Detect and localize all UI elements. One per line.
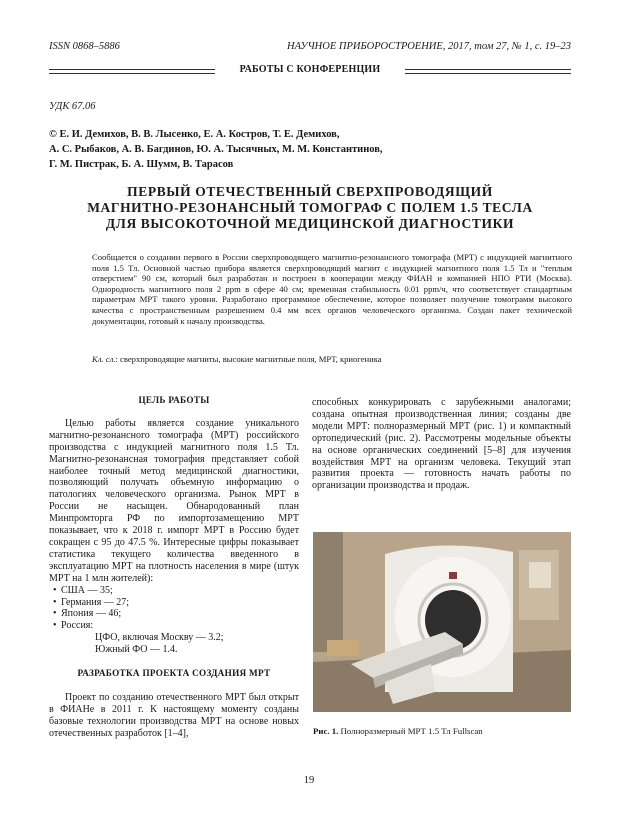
section-rule-right	[405, 69, 571, 74]
list-item: • Япония — 46;	[53, 608, 122, 620]
bullet: •	[53, 596, 57, 608]
list-subitem: Южный ФО — 1.4.	[95, 644, 178, 656]
article-title	[49, 184, 571, 232]
list-item: • США — 35;	[53, 584, 113, 596]
figure-caption	[313, 726, 571, 736]
stats-list	[49, 585, 299, 656]
issn: ISSN 0868–5886	[49, 41, 120, 52]
title-line: МАГНИТНО-РЕЗОНАНСНЫЙ ТОМОГРАФ С ПОЛЕМ 1.5 ТЕСЛА	[87, 200, 533, 215]
bullet: •	[53, 608, 57, 620]
section-title: РАБОТЫ С КОНФЕРЕНЦИИ	[239, 64, 381, 75]
right-paragraph: способных конкурировать с зарубежными аналогами; создана опытная производственная линия; созданы две модели МРТ: полноразмерный МРТ (рис. 1) и компактный ортопедический (рис. 2). Рассмотрены модельные объекты на основе органических соединений [5–8] для изучения воздействия МРТ на организм человека. Текущий этап развития проекта — готовность начать работы по организации производства и продаж.	[312, 397, 571, 492]
keywords-text: : сверхпроводящие магниты, высокие магнитные поля, МРТ, криогеника	[115, 354, 382, 364]
author-line: © Е. И. Демихов, В. В. Лысенко, Е. А. Костров, Т. Е. Демихов,	[49, 129, 340, 140]
bullet: •	[53, 584, 57, 596]
list-item: • Россия:	[53, 620, 94, 632]
abstract: Сообщается о создании первого в России сверхпроводящего магнитно-резонансного томографа (МРТ) с индукцией магнитного поля 1.5 Тл. Основной частью прибора является сверхпроводящий магнит с индукцией магнитного поля 1.5 Тл и "теплым отверстием" 90 см, который был разработан и построен в кооперации между ФИАН и компанией НПО РТИ (Москва). Однородность магнитного поля 2 ppm в сфере 40 см; временная стабильность 0.01 ppm/ч, что соответствует стандартным параметрам МРТ такого уровня. Разработано программное обеспечение, которое позволяет получение томограмм высокого качества с пространственным разрешением 0.4 мм всех органов человеческого организма. Создан пакет технической документации, готовый к началу производства.	[92, 252, 572, 326]
udk-code: УДК 67.06	[49, 101, 96, 112]
journal-header: НАУЧНОЕ ПРИБОРОСТРОЕНИЕ, 2017, том 27, № 1, c. 19–23	[287, 41, 571, 52]
page-number: 19	[303, 775, 315, 786]
cushion	[327, 640, 359, 656]
author-line: А. С. Рыбаков, А. В. Багдинов, Ю. А. Тысячных, М. М. Константинов,	[49, 144, 383, 155]
title-line: ПЕРВЫЙ ОТЕЧЕСТВЕННЫЙ СВЕРХПРОВОДЯЩИЙ	[127, 184, 493, 199]
author-line: Г. М. Пистрак, Б. А. Шумм, В. Тарасов	[49, 159, 234, 170]
title-line: ДЛЯ ВЫСОКОТОЧНОЙ МЕДИЦИНСКОЙ ДИАГНОСТИКИ	[105, 216, 515, 231]
development-heading: РАЗРАБОТКА ПРОЕКТА СОЗДАНИЯ МРТ	[77, 668, 271, 679]
author-list	[49, 127, 571, 172]
caption-label: Рис. 1.	[313, 726, 339, 736]
keywords	[92, 354, 572, 364]
bullet: •	[53, 620, 57, 632]
goal-paragraph: Целью работы является создание уникального магнитно-резонансного томографа (МРТ) российского производства с индукцией магнитного поля 1.5 Тл. Магнитно-резонансная томография представляет собой наиболее точный метод медицинской диагностики, позволяющий получать объемную информацию о патологиях человеческого организма. Рынок МРТ в России не насыщен. Обнародованный план Минпромторга РФ по импортозамещению МРТ показывает, что к 2018 г. импорт МРТ в Россию будет сокращен с 95 до 47.5 %. Интересные цифры показывает статистика текущего количества введенного в эксплуатацию МРТ на плотность населения в мире (штук МРТ на 1 млн жителей):	[49, 417, 299, 584]
development-paragraph: Проект по созданию отечественного МРТ был открыт в ФИАНе в 2011 г. К настоящему моменту созданы базовые технологии производства МРТ на основе новых отечественных разработок [1–4],	[49, 691, 299, 739]
logo-mark	[449, 572, 457, 579]
section-banner	[49, 64, 571, 76]
mri-illustration	[313, 532, 571, 712]
list-subitem: ЦФО, включая Москву — 3.2;	[95, 632, 224, 644]
caption-text: Полноразмерный МРТ 1.5 Тл Fullscan	[338, 726, 483, 736]
left-column	[49, 395, 299, 740]
list-item: • Германия — 27;	[53, 596, 130, 608]
room-window	[313, 532, 343, 652]
right-column	[312, 397, 571, 492]
keywords-label: Кл. сл.	[92, 354, 116, 364]
mri-photo	[313, 532, 571, 712]
goal-heading: ЦЕЛЬ РАБОТЫ	[138, 395, 210, 405]
room-screen	[529, 562, 551, 588]
